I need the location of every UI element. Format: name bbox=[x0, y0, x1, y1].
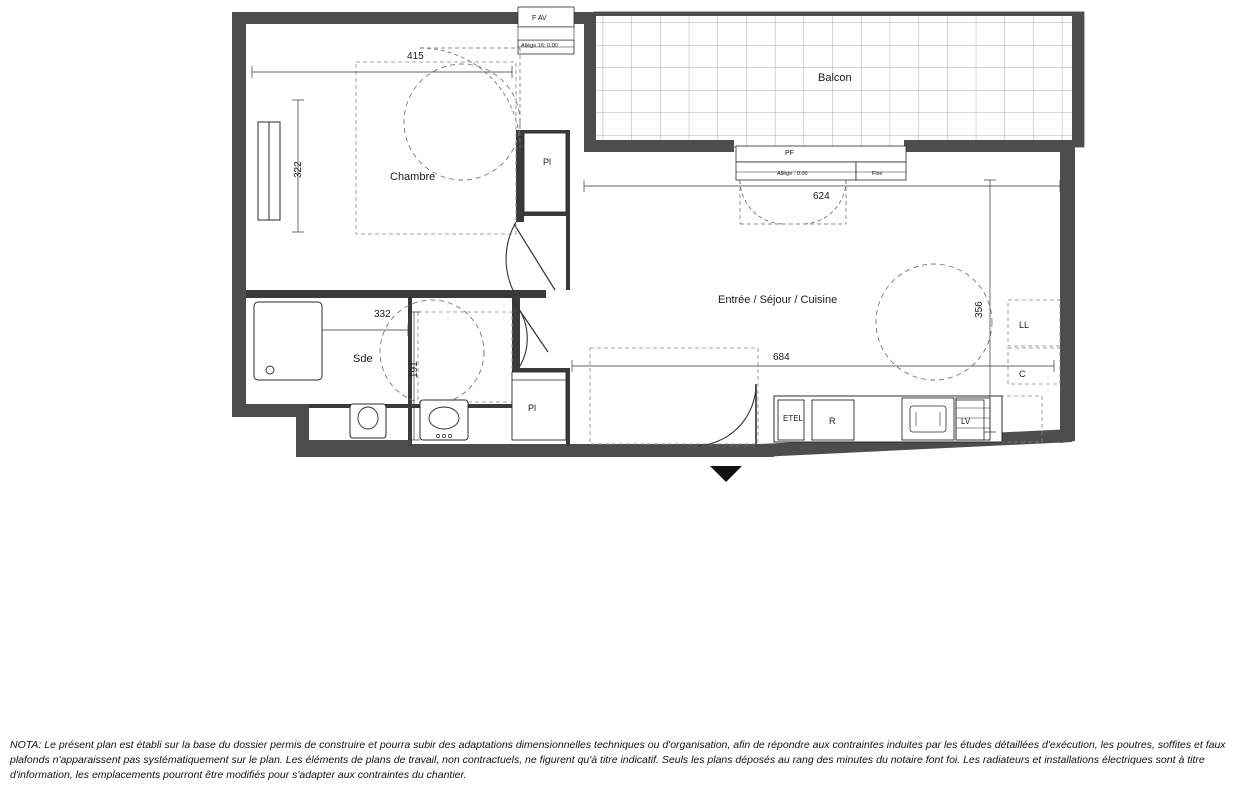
chambre-window-glazing bbox=[258, 122, 280, 220]
dimension-chambre-largeur: 415 bbox=[407, 51, 424, 62]
equipment-label-refrigerateur: R bbox=[829, 416, 836, 426]
opening-label-porte-fenetre: PF bbox=[785, 150, 794, 157]
footer-note-text: Le présent plan est établi sur la base du dossier permis de construire et pourra subir des adaptations dimensionnelles techniques ou d'organisation, afin de répondre aux contraintes induites par les études détaillées d'exécution, les poutres, soffites et faux plafonds n'apparaissent pas systématiquement sur le plan. Les éléments de plans de travail, non contractuels, ne figurent qu'à titre indicatif. Seuls les plans déposés au rang des minutes du notaire font foi. Les radiateurs et installations électriques sont à titre d'information, les emplacements pourront être modifiés pour s'adapter aux contraintes du chantier. bbox=[10, 739, 1226, 781]
footer-note bbox=[10, 738, 1228, 783]
equipment-label-etel: ETEL bbox=[783, 414, 804, 423]
room-label-sejour: Entrée / Séjour / Cuisine bbox=[718, 294, 838, 306]
dimension-sde-largeur: 332 bbox=[374, 309, 391, 320]
room-label-chambre: Chambre bbox=[390, 171, 436, 183]
room-label-placard-2: Pl bbox=[528, 403, 537, 413]
dimension-sejour-droite: 356 bbox=[974, 301, 985, 318]
footer-note-lead: NOTA: bbox=[10, 739, 42, 751]
entry-arrow bbox=[710, 466, 742, 482]
room-label-balcon: Balcon bbox=[818, 72, 852, 84]
dimension-sejour-bas: 684 bbox=[773, 352, 790, 363]
opening-sublabel-porte-fenetre: Allège : 0.00 bbox=[777, 171, 808, 177]
opening-label-fenetre-av: F AV bbox=[532, 15, 547, 22]
opening-sublabel-fenetre-av: Allège 16: 0.00 bbox=[521, 43, 558, 49]
opening-side-label-fixe: Fixe bbox=[872, 171, 883, 177]
equipment-label-congelateur: C bbox=[1019, 369, 1026, 379]
equipment-label-lave-vaisselle: LV bbox=[961, 417, 971, 426]
dimension-sde-profondeur: 191 bbox=[409, 361, 420, 378]
dimension-sejour-haut: 624 bbox=[813, 191, 830, 202]
equipment-label-lave-linge: LL bbox=[1019, 320, 1030, 330]
dimension-chambre-profondeur: 322 bbox=[293, 161, 304, 178]
bathroom-fixtures bbox=[254, 302, 468, 440]
room-label-placard-1: Pl bbox=[543, 157, 552, 167]
room-label-sde: Sde bbox=[353, 353, 373, 365]
